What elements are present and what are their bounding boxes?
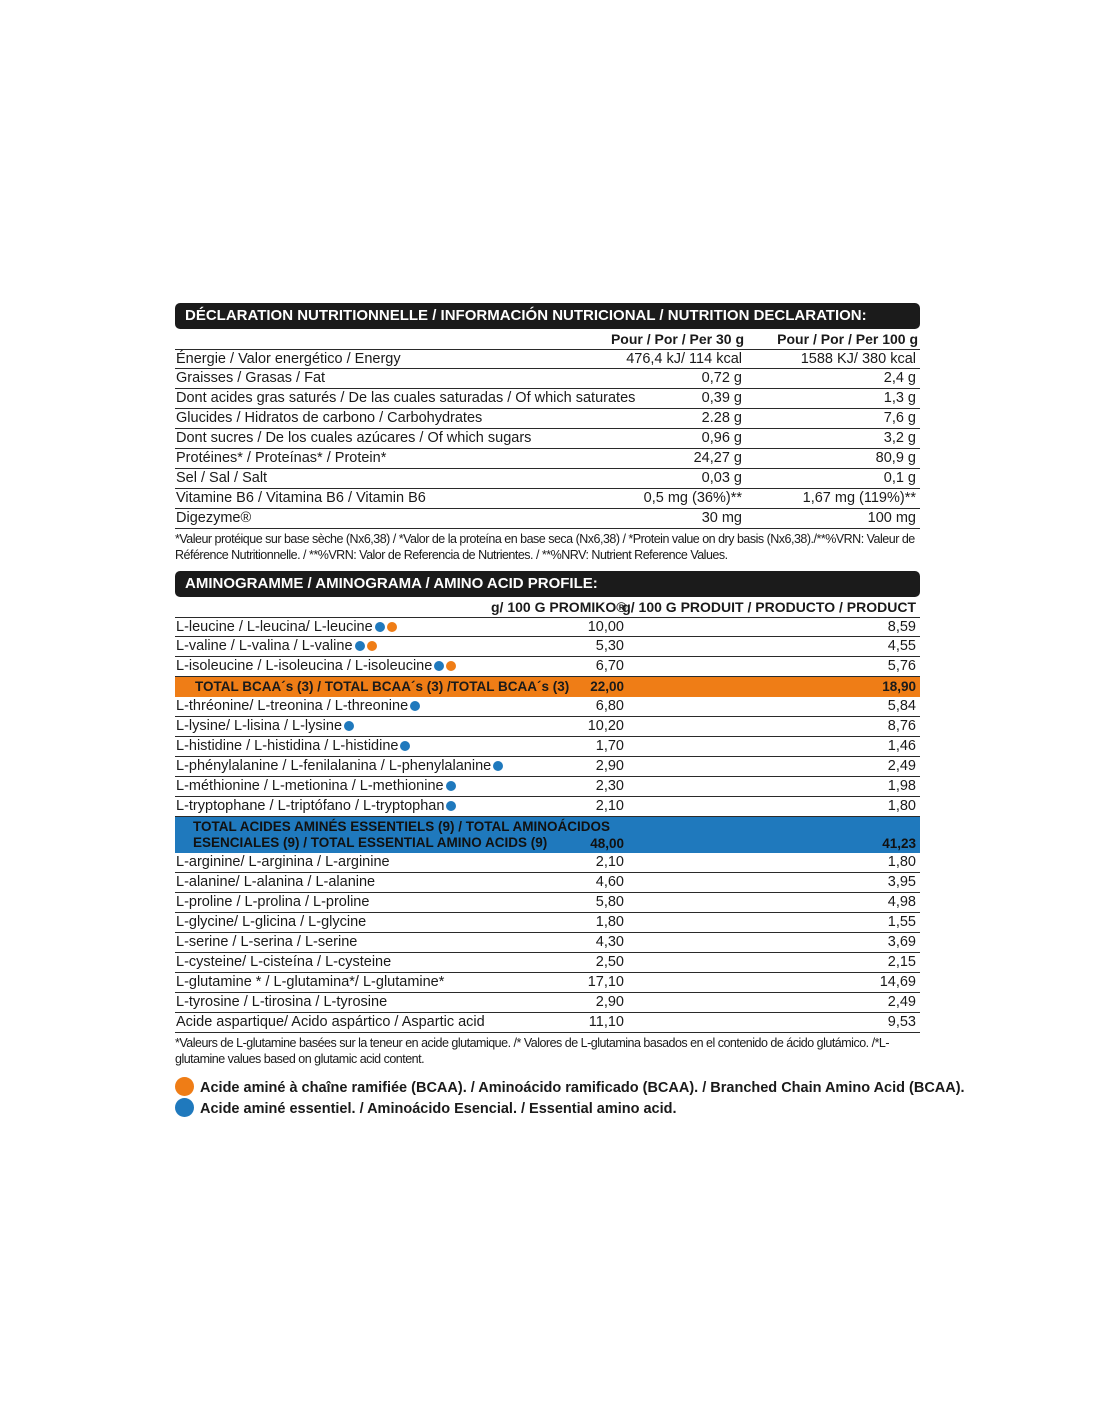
per-30g-value: 30 mg [701, 510, 742, 526]
row-label [176, 874, 375, 890]
per-100g-header: Pour / Por / Per 100 g [777, 331, 918, 347]
blue-dot-icon [400, 741, 410, 751]
table-row [175, 777, 920, 797]
per-30g-value: 0,03 g [701, 470, 742, 486]
table-row [175, 509, 920, 529]
table-row [175, 853, 920, 873]
table-row [175, 617, 920, 637]
row-label-text: TOTAL BCAA´s (3) / TOTAL BCAA´s (3) /TOTAL BCAA´s (3) [195, 679, 570, 694]
nutrition-column-headers [175, 329, 920, 349]
product-value: 18,90 [882, 679, 916, 694]
table-row [175, 973, 920, 993]
blue-dot-icon [493, 761, 503, 771]
blue-dot-icon [446, 781, 456, 791]
product-value: 4,55 [887, 638, 916, 654]
row-label [176, 854, 390, 870]
per-30g-value: 2.28 g [701, 410, 742, 426]
blue-dot-icon [410, 701, 420, 711]
table-row [175, 873, 920, 893]
row-label-text: L-cysteine/ L-cisteína / L-cysteine [176, 954, 392, 970]
blue-dot-icon [175, 1098, 194, 1117]
row-label [176, 370, 325, 386]
product-value: 1,98 [887, 778, 916, 794]
orange-dot-icon [175, 1077, 194, 1096]
per-100g-value: 0,1 g [883, 470, 916, 486]
row-label-text: L-isoleucine / L-isoleucina / L-isoleucine [176, 658, 433, 674]
orange-dot-icon [387, 622, 397, 632]
row-label-text: L-serine / L-serina / L-serine [176, 934, 358, 950]
row-label [176, 894, 369, 910]
amino-table [175, 617, 920, 1033]
row-label-text: L-arginine/ L-arginina / L-arginine [176, 854, 390, 870]
table-row [175, 1013, 920, 1033]
table-row [175, 349, 920, 369]
product-value: 3,69 [887, 934, 916, 950]
row-label [176, 450, 386, 466]
per-100g-value: 80,9 g [875, 450, 916, 466]
row-label-text: L-valine / L-valina / L-valine [176, 638, 353, 654]
table-row [175, 389, 920, 409]
per-30g-header: Pour / Por / Per 30 g [610, 331, 744, 347]
blue-dot-icon [355, 641, 365, 651]
legend-essential-text: Acide aminé essentiel. / Aminoácido Esencial. / Essential amino acid. [200, 1101, 677, 1117]
per-30g-value: 0,72 g [701, 370, 742, 386]
promiko-value: 10,20 [587, 718, 624, 734]
row-label [176, 638, 377, 654]
promiko-value: 4,60 [595, 874, 624, 890]
product-value: 8,76 [887, 718, 916, 734]
per-100g-value: 1,67 mg (119%)** [802, 490, 916, 506]
row-label-text: Sel / Sal / Salt [176, 470, 268, 486]
promiko-value: 5,80 [595, 894, 624, 910]
blue-dot-icon [344, 721, 354, 731]
table-row [175, 817, 920, 853]
nutrition-table [175, 349, 920, 529]
product-value: 1,80 [887, 854, 916, 870]
row-label [176, 798, 456, 814]
nutrition-declaration-title: DÉCLARATION NUTRITIONNELLE / INFORMACIÓN NUTRICIONAL / NUTRITION DECLARATION: [175, 303, 920, 329]
per-30g-value: 0,39 g [701, 390, 742, 406]
orange-dot-icon [367, 641, 377, 651]
promiko-value: 2,10 [595, 854, 624, 870]
orange-dot-icon [446, 661, 456, 671]
product-value: 1,80 [887, 798, 916, 814]
promiko-value: 5,30 [595, 638, 624, 654]
amino-footnote: *Valeurs de L-glutamine basées sur la teneur en acide glutamique. /* Valores de L-glutamina basados en el contenido de ácido glutámico. /*L-glutamine values based on glutamic acid content. [175, 1036, 890, 1066]
row-label [176, 1014, 485, 1030]
product-value: 2,49 [887, 994, 916, 1010]
promiko-value: 17,10 [587, 974, 624, 990]
table-row [175, 933, 920, 953]
row-label [193, 819, 633, 851]
table-row [175, 369, 920, 389]
row-label-text: Digezyme® [176, 510, 252, 526]
nutrition-footnote: *Valeur protéique sur base sèche (Nx6,38) / *Valor de la proteína en base seca (Nx6,38) / *Protein value on dry basis (Nx6,38)./**%VRN: Valeur de Référence Nutritionnelle. / **%VRN: Valor de Referencia de Nutrientes. / **%NRV: Nutrient Reference Values. [175, 532, 915, 562]
product-value: 2,49 [887, 758, 916, 774]
per-100g-value: 7,6 g [883, 410, 916, 426]
per-100g-value: 100 mg [867, 510, 916, 526]
row-label-text: TOTAL ACIDES AMINÉS ESSENTIELS (9) / TOTAL AMINOÁCIDOS ESENCIALES (9) / TOTAL ESSENTIAL AMINO ACIDS (9) [193, 819, 611, 850]
row-label-text: L-lysine/ L-lisina / L-lysine [176, 718, 343, 734]
table-row [175, 489, 920, 509]
row-label-text: L-leucine / L-leucina/ L-leucine [176, 619, 373, 635]
row-label [195, 679, 569, 694]
promiko-value: 22,00 [590, 679, 624, 694]
row-label [176, 718, 354, 734]
per-30g-value: 476,4 kJ/ 114 kcal [626, 351, 742, 367]
table-row [175, 677, 920, 697]
row-label-text: Vitamine B6 / Vitamina B6 / Vitamin B6 [176, 490, 426, 506]
row-label [176, 914, 366, 930]
promiko-value: 1,80 [595, 914, 624, 930]
per-30g-value: 0,96 g [701, 430, 742, 446]
row-label-text: Graisses / Grasas / Fat [176, 370, 326, 386]
row-label [176, 510, 251, 526]
product-value: 8,59 [887, 619, 916, 635]
product-value: 1,55 [887, 914, 916, 930]
table-row [175, 697, 920, 717]
row-label-text: L-histidine / L-histidina / L-histidine [176, 738, 399, 754]
row-label [176, 758, 503, 774]
per-30g-value: 0,5 mg (36%)** [643, 490, 742, 506]
row-label-text: Glucides / Hidratos de carbono / Carbohydrates [176, 410, 483, 426]
product-value: 14,69 [879, 974, 916, 990]
promiko-value: 48,00 [590, 836, 624, 851]
promiko-value: 6,80 [595, 698, 624, 714]
nutrition-label [175, 303, 965, 1119]
legend-bcaa-text: Acide aminé à chaîne ramifiée (BCAA). / Aminoácido ramificado (BCAA). / Branched Chain Amino Acid (BCAA). [200, 1080, 965, 1096]
row-label [176, 390, 635, 406]
row-label-text: Énergie / Valor energético / Energy [176, 351, 401, 367]
row-label [176, 430, 531, 446]
per-100g-value: 2,4 g [883, 370, 916, 386]
row-label-text: L-méthionine / L-metionina / L-methionine [176, 778, 444, 794]
promiko-value: 6,70 [595, 658, 624, 674]
table-row [175, 757, 920, 777]
per-30g-value: 24,27 g [693, 450, 742, 466]
per-100g-value: 1588 KJ/ 380 kcal [800, 351, 916, 367]
row-label-text: L-glutamine * / L-glutamina*/ L-glutamine* [176, 974, 445, 990]
row-label-text: L-thréonine/ L-treonina / L-threonine [176, 698, 409, 714]
row-label [176, 410, 482, 426]
table-row [175, 797, 920, 817]
table-row [175, 449, 920, 469]
table-row [175, 993, 920, 1013]
row-label-text: L-alanine/ L-alanina / L-alanine [176, 874, 376, 890]
promiko-value: 2,90 [595, 758, 624, 774]
table-row [175, 637, 920, 657]
table-row [175, 953, 920, 973]
row-label-text: L-proline / L-prolina / L-proline [176, 894, 370, 910]
row-label [176, 974, 444, 990]
promiko-value: 11,10 [588, 1014, 624, 1030]
legend-bcaa [175, 1077, 965, 1098]
amino-profile-title: AMINOGRAMME / AMINOGRAMA / AMINO ACID PROFILE: [175, 571, 920, 597]
promiko-value: 4,30 [595, 934, 624, 950]
table-row [175, 913, 920, 933]
product-value: 5,84 [887, 698, 916, 714]
table-row [175, 409, 920, 429]
table-row [175, 717, 920, 737]
row-label-text: Dont sucres / De los cuales azúcares / Of which sugars [176, 430, 532, 446]
table-row [175, 657, 920, 677]
promiko-header: g/ 100 G PROMIKO® [491, 599, 627, 615]
row-label [176, 351, 401, 367]
per-100g-value: 3,2 g [883, 430, 916, 446]
promiko-value: 2,50 [595, 954, 624, 970]
blue-dot-icon [446, 801, 456, 811]
product-value: 41,23 [882, 836, 916, 851]
promiko-value: 2,30 [595, 778, 624, 794]
promiko-value: 2,90 [595, 994, 624, 1010]
row-label [176, 954, 391, 970]
promiko-value: 1,70 [595, 738, 624, 754]
row-label-text: L-glycine/ L-glicina / L-glycine [176, 914, 367, 930]
row-label-text: L-tryptophane / L-triptófano / L-tryptophan [176, 798, 445, 814]
row-label-text: L-phénylalanine / L-fenilalanina / L-phenylalanine [176, 758, 492, 774]
product-value: 9,53 [887, 1014, 916, 1030]
product-value: 5,76 [887, 658, 916, 674]
row-label [176, 994, 387, 1010]
product-value: 4,98 [887, 894, 916, 910]
table-row [175, 737, 920, 757]
legend [175, 1077, 965, 1119]
promiko-value: 2,10 [595, 798, 624, 814]
blue-dot-icon [434, 661, 444, 671]
row-label-text: L-tyrosine / L-tirosina / L-tyrosine [176, 994, 388, 1010]
table-row [175, 429, 920, 449]
promiko-value: 10,00 [587, 619, 624, 635]
row-label-text: Acide aspartique/ Acido aspártico / Aspartic acid [176, 1014, 485, 1030]
blue-dot-icon [375, 622, 385, 632]
row-label [176, 470, 267, 486]
row-label-text: Protéines* / Proteínas* / Protein* [176, 450, 387, 466]
product-value: 1,46 [887, 738, 916, 754]
table-row [175, 469, 920, 489]
table-row [175, 893, 920, 913]
row-label [176, 658, 456, 674]
per-100g-value: 1,3 g [883, 390, 916, 406]
row-label [176, 490, 426, 506]
row-label-text: Dont acides gras saturés / De las cuales saturadas / Of which saturates [176, 390, 636, 406]
product-value: 2,15 [887, 954, 916, 970]
product-value: 3,95 [887, 874, 916, 890]
legend-essential [175, 1098, 920, 1119]
row-label [176, 619, 397, 635]
row-label [176, 778, 456, 794]
amino-column-headers [175, 597, 920, 617]
row-label [176, 934, 357, 950]
row-label [176, 738, 410, 754]
row-label [176, 698, 420, 714]
product-header: g/ 100 G PRODUIT / PRODUCTO / PRODUCT [622, 599, 916, 615]
